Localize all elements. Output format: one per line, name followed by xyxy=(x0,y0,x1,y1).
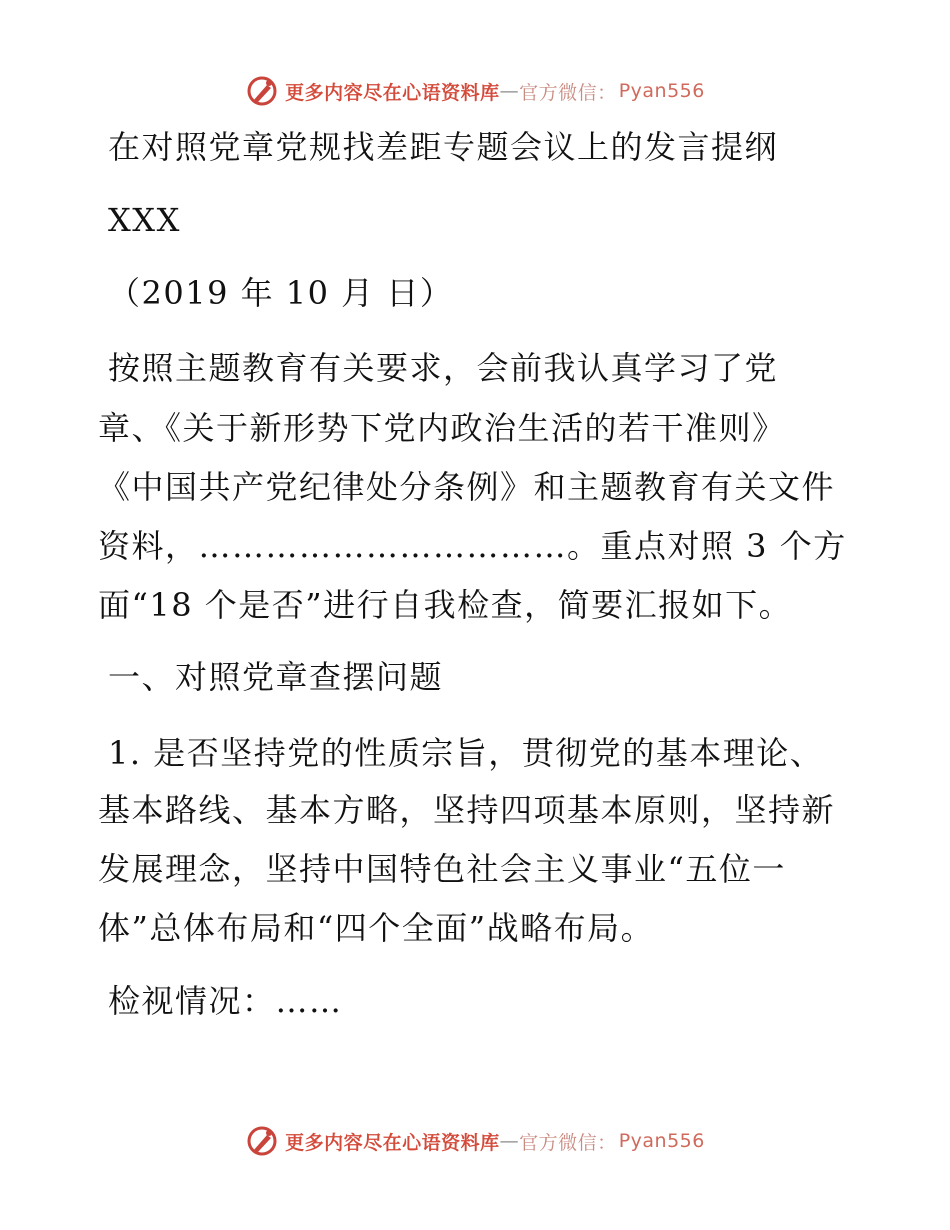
pen-logo-icon xyxy=(245,1124,279,1158)
watermark-separator: — xyxy=(499,1130,520,1152)
watermark-contact-id: Pyan556 xyxy=(618,80,705,102)
watermark-contact-label: 官方微信： xyxy=(519,81,617,104)
item-line: 发展理念，坚持中国特色社会主义事业“五位一 xyxy=(98,850,786,888)
intro-line: 资料，……………………………。重点对照 3 个方 xyxy=(98,527,847,565)
item-line: 1. 是否坚持党的性质宗旨，贯彻党的基本理论、 xyxy=(108,734,824,772)
document-date: （2019 年 10 月 日） xyxy=(108,274,454,312)
item-line: 基本路线、基本方略，坚持四项基本原则，坚持新 xyxy=(98,791,836,829)
watermark-separator: — xyxy=(499,80,520,102)
intro-line: 按照主题教育有关要求，会前我认真学习了党 xyxy=(108,349,779,387)
section-heading: 一、对照党章查摆问题 xyxy=(108,658,444,696)
review-line: 检视情况：…… xyxy=(108,982,343,1020)
document-author: XXX xyxy=(108,201,181,239)
watermark-contact-id: Pyan556 xyxy=(618,1130,705,1152)
watermark-footer xyxy=(0,1124,950,1158)
watermark-name: 更多内容尽在心语资料库 xyxy=(285,1131,500,1154)
item-line: 体”总体布局和“四个全面”战略布局。 xyxy=(98,909,655,947)
watermark-header xyxy=(0,74,950,108)
watermark-name: 更多内容尽在心语资料库 xyxy=(285,81,500,104)
intro-line: 《中国共产党纪律处分条例》和主题教育有关文件 xyxy=(98,468,836,506)
document-title: 在对照党章党规找差距专题会议上的发言提纲 xyxy=(108,128,779,166)
watermark-contact-label: 官方微信： xyxy=(519,1131,617,1154)
intro-line: 面“18 个是否”进行自我检查，简要汇报如下。 xyxy=(98,586,793,624)
pen-logo-icon xyxy=(245,74,279,108)
intro-line: 章、《关于新形势下党内政治生活的若干准则》 xyxy=(98,409,786,447)
